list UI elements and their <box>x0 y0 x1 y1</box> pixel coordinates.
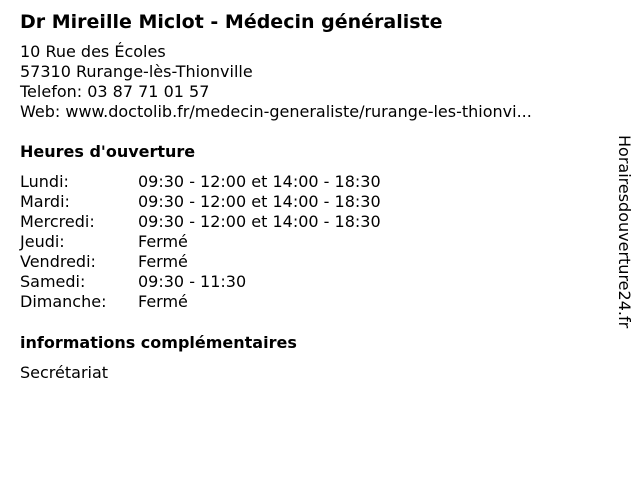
day-label: Lundi: <box>20 172 69 191</box>
hours-value: 09:30 - 12:00 et 14:00 - 18:30 <box>138 212 381 231</box>
website-link[interactable]: Web: www.doctolib.fr/medecin-generaliste/rurange-les-thionvi... <box>20 102 532 121</box>
hours-row <box>20 252 600 272</box>
hours-row <box>20 292 600 312</box>
page-title: Dr Mireille Miclot - Médecin généraliste <box>20 11 443 33</box>
opening-hours-heading: Heures d'ouverture <box>20 142 196 161</box>
day-label: Vendredi: <box>20 252 96 271</box>
day-label: Mardi: <box>20 192 70 211</box>
contact-block <box>20 42 600 122</box>
hours-value: 09:30 - 11:30 <box>138 272 247 291</box>
site-watermark: Horairesdouverture24.fr <box>615 135 634 329</box>
hours-value: 09:30 - 12:00 et 14:00 - 18:30 <box>138 192 381 211</box>
hours-value: Fermé <box>138 232 188 251</box>
hours-row <box>20 192 600 212</box>
street-address: 10 Rue des Écoles <box>20 42 166 61</box>
city-address: 57310 Rurange-lès-Thionville <box>20 62 253 81</box>
hours-row <box>20 212 600 232</box>
hours-row <box>20 232 600 252</box>
day-label: Dimanche: <box>20 292 107 311</box>
day-label: Mercredi: <box>20 212 95 231</box>
day-label: Jeudi: <box>20 232 65 251</box>
business-card <box>20 10 600 383</box>
hours-value: Fermé <box>138 252 188 271</box>
hours-row <box>20 272 600 292</box>
phone-number: Telefon: 03 87 71 01 57 <box>20 82 210 101</box>
hours-value: 09:30 - 12:00 et 14:00 - 18:30 <box>138 172 381 191</box>
additional-info-heading: informations complémentaires <box>20 333 297 352</box>
day-label: Samedi: <box>20 272 86 291</box>
opening-hours-table <box>20 172 600 312</box>
hours-row <box>20 172 600 192</box>
hours-value: Fermé <box>138 292 188 311</box>
additional-info-text: Secrétariat <box>20 363 109 382</box>
